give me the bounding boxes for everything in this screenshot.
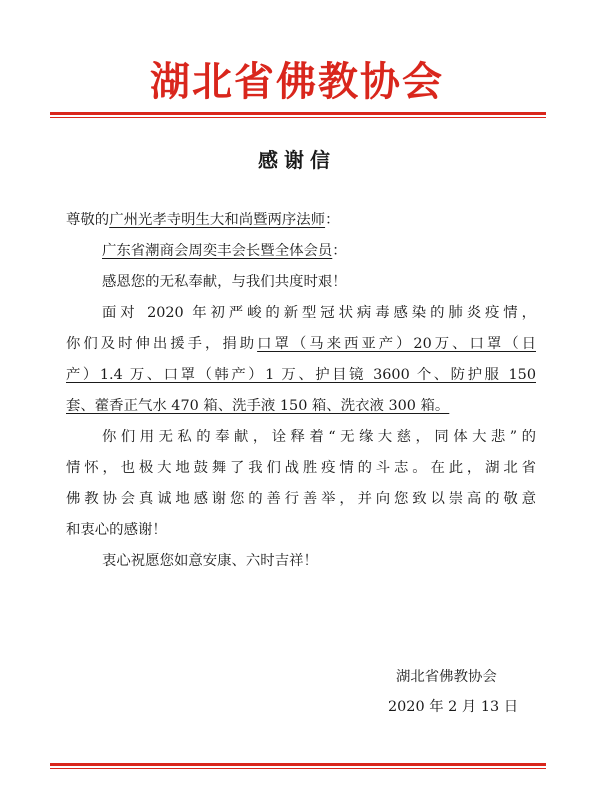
letterhead-divider-thin bbox=[50, 117, 546, 118]
paragraph-2-line-4: 和衷心的感谢！ bbox=[66, 522, 167, 538]
donation-intro: 你们及时伸出援手，捐助 bbox=[66, 336, 258, 352]
signature-date: 2020 年 2 月 13 日 bbox=[388, 699, 519, 715]
letterhead-org-name: 湖北省佛教协会 bbox=[150, 59, 444, 105]
paragraph-2-line-2: 情怀，也极大地鼓舞了我们战胜疫情的斗志。在此，湖北省 bbox=[66, 460, 536, 476]
paragraph-2-line-3: 佛教协会真诚地感谢您的善行善举，并向您致以崇高的敬意 bbox=[66, 491, 536, 507]
salutation-suffix-1: ： bbox=[325, 212, 340, 228]
salutation-recipient-2: 广东省潮商会周奕丰会长暨全体会员 bbox=[102, 243, 333, 259]
paragraph-1-line-3: 产）1.4 万、口罩（韩产）1 万、护目镜 3600 个、防护服 150 bbox=[66, 367, 536, 383]
letter-title: 感谢信 bbox=[258, 148, 336, 172]
salutation-line-1 bbox=[66, 205, 536, 236]
footer-divider-thin bbox=[50, 768, 546, 769]
salutation-line-2 bbox=[66, 236, 536, 267]
signature-org: 湖北省佛教协会 bbox=[396, 669, 497, 685]
salutation-prefix: 尊敬的 bbox=[66, 212, 110, 228]
footer-divider-thick bbox=[50, 763, 546, 766]
donation-items-end: 套、藿香正气水 470 箱、洗手液 150 箱、洗衣液 300 箱。 bbox=[66, 398, 450, 414]
salutation-suffix-2: ： bbox=[332, 243, 347, 259]
letter-body bbox=[66, 205, 536, 577]
paragraph-1-line-2 bbox=[66, 329, 536, 360]
paragraph-1-line-1: 面对 2020 年初严峻的新型冠状病毒感染的肺炎疫情， bbox=[102, 305, 536, 321]
signature-block bbox=[388, 662, 518, 722]
paragraph-2-line-1: 你们用无私的奉献，诠释着“无缘大慈，同体大悲”的 bbox=[102, 429, 536, 445]
gratitude-line: 感恩您的无私奉献，与我们共度时艰！ bbox=[102, 274, 347, 290]
letterhead-divider-thick bbox=[50, 112, 546, 115]
closing-line: 衷心祝愿您如意安康、六时吉祥！ bbox=[102, 553, 318, 569]
salutation-recipient-1: 广州光孝寺明生大和尚暨两序法师 bbox=[109, 212, 326, 228]
paragraph-1-line-4 bbox=[66, 391, 536, 422]
donation-items-start: 口罩（马来西亚产）20万、口罩（日 bbox=[257, 336, 536, 352]
